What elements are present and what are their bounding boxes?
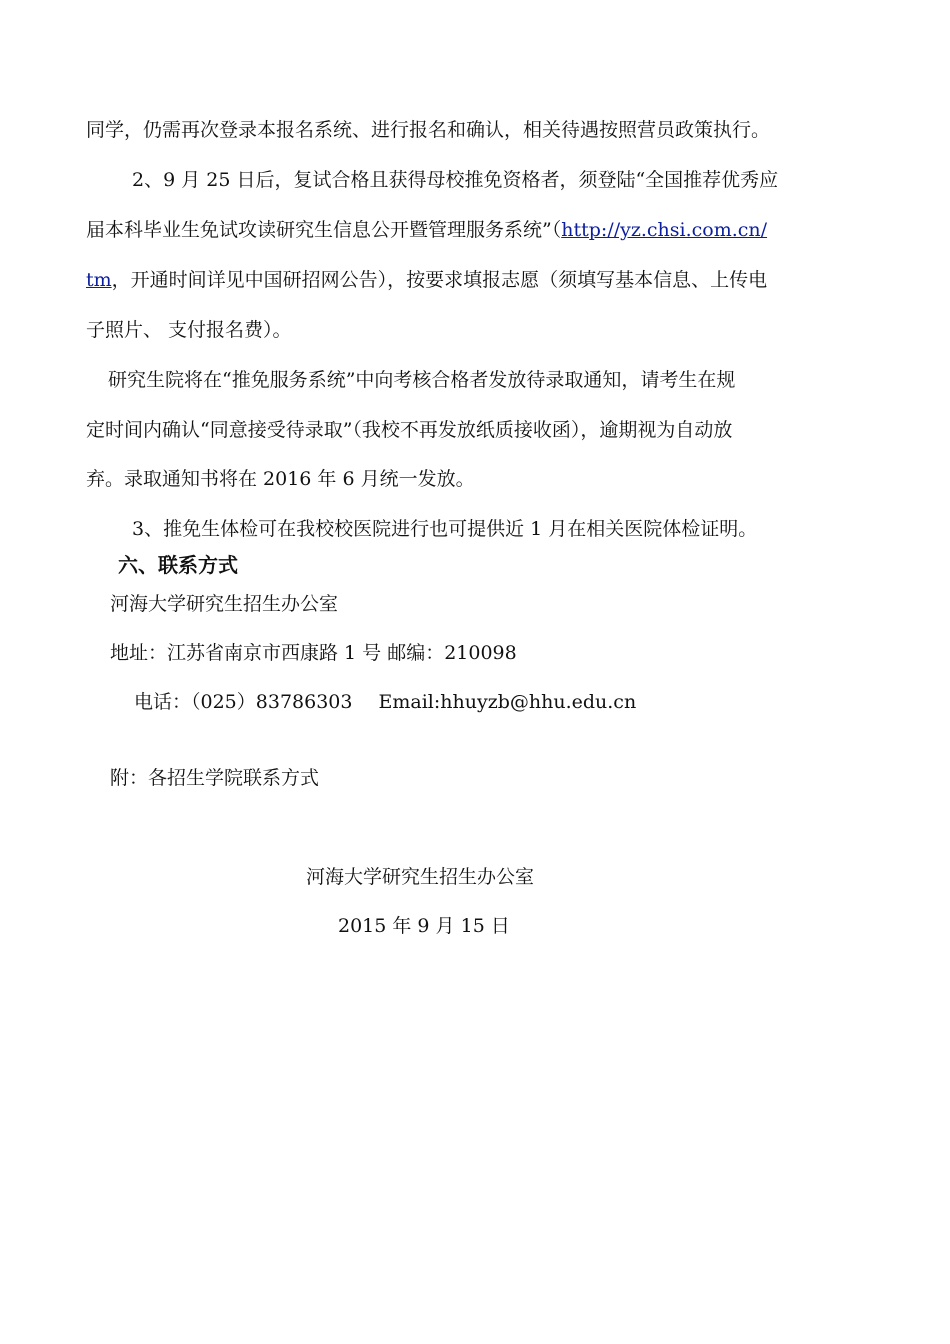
attachment-note: 附：各招生学院联系方式	[110, 767, 320, 789]
paragraph-text: 届本科毕业生免试攻读研究生信息公开暨管理服务系统”（	[86, 219, 562, 241]
paragraph-line: 2、9 月 25 日后，复试合格且获得母校推免资格者，须登陆“全国推荐优秀应	[132, 169, 779, 191]
paragraph-line	[86, 217, 767, 243]
contact-email: Email:hhuyzb@hhu.edu.cn	[378, 691, 637, 713]
paragraph-line: 3、推免生体检可在我校校医院进行也可提供近 1 月在相关医院体检证明。	[132, 518, 758, 540]
signature-office: 河海大学研究生招生办公室	[306, 866, 535, 888]
paragraph-text: ，开通时间详见中国研招网公告），按要求填报志愿（须填写基本信息、上传电	[111, 269, 768, 291]
contact-office: 河海大学研究生招生办公室	[110, 593, 339, 615]
chsi-link-part2[interactable]: tm	[86, 269, 112, 291]
contact-address: 地址：江苏省南京市西康路 1 号 邮编：210098	[110, 642, 517, 664]
contact-phone: 电话：（025）83786303	[134, 691, 353, 713]
contact-phone-email	[134, 689, 636, 715]
paragraph-line	[86, 267, 767, 293]
paragraph-line: 子照片、 支付报名费）。	[86, 319, 292, 341]
signature-date: 2015 年 9 月 15 日	[338, 915, 510, 937]
chsi-link-part1[interactable]: http://yz.chsi.com.cn/	[561, 219, 768, 241]
paragraph-line: 定时间内确认“同意接受待录取”（我校不再发放纸质接收函），逾期视为自动放	[86, 419, 733, 441]
paragraph-line: 研究生院将在“推免服务系统”中向考核合格者发放待录取通知，请考生在规	[108, 369, 736, 391]
paragraph-line: 弃。录取通知书将在 2016 年 6 月统一发放。	[86, 468, 475, 490]
contact-heading: 六、联系方式	[118, 553, 238, 577]
paragraph-line: 同学，仍需再次登录本报名系统、进行报名和确认，相关待遇按照营员政策执行。	[86, 119, 771, 141]
